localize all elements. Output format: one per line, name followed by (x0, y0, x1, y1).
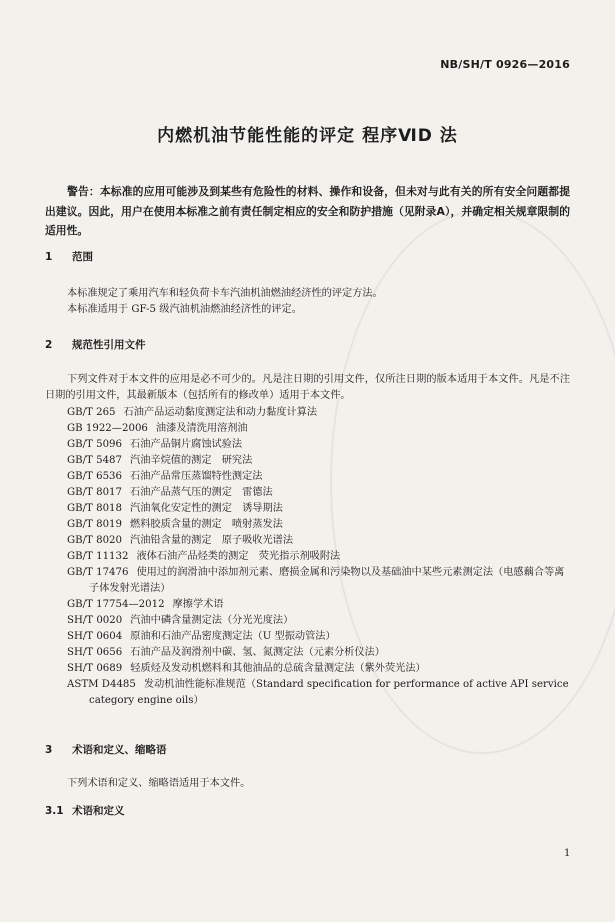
reference-list (45, 405, 570, 709)
paragraph: 本标准规定了乘用汽车和轻负荷卡车汽油机油燃油经济性的评定方法。 (67, 288, 383, 299)
reference-code: GB/T 17754—2012 (67, 599, 165, 610)
section-title: 术语和定义 (72, 805, 125, 817)
reference-title: 石油产品铜片腐蚀试验法 (130, 439, 243, 450)
reference-item (67, 453, 570, 469)
reference-item (67, 437, 570, 453)
reference-title: 汽油辛烷值的测定 研究法 (130, 455, 253, 466)
section-1-heading (45, 249, 93, 264)
page-number: 1 (564, 848, 571, 859)
reference-code: SH/T 0689 (67, 663, 123, 674)
reference-title: 汽油铅含量的测定 原子吸收光谱法 (130, 535, 294, 546)
reference-item (67, 613, 570, 629)
reference-code: GB/T 8019 (67, 519, 123, 530)
section-title: 规范性引用文件 (72, 339, 146, 351)
reference-code: GB/T 8020 (67, 535, 123, 546)
reference-title: 摩擦学术语 (172, 599, 224, 610)
reference-item (67, 469, 570, 485)
reference-code: GB/T 17476 (67, 567, 129, 578)
reference-title: 发动机油性能标准规范（Standard specification for performance of active API service category engine oils） (89, 679, 569, 706)
reference-item (67, 501, 570, 517)
reference-item (67, 533, 570, 549)
section-title: 范围 (72, 251, 93, 263)
reference-code: ASTM D4485 (67, 679, 136, 690)
reference-item (67, 565, 570, 597)
reference-code: GB/T 5096 (67, 439, 123, 450)
paragraph: 下列术语和定义、缩略语适用于本文件。 (67, 778, 251, 789)
section-1-body (45, 286, 570, 318)
paragraph: 本标准适用于 GF-5 级汽油机油燃油经济性的评定。 (67, 304, 302, 315)
document-title: 内燃机油节能性能的评定 程序ⅥD 法 (157, 126, 458, 146)
reference-code: GB/T 8018 (67, 503, 123, 514)
section-2-heading (45, 337, 146, 352)
reference-code: GB/T 5487 (67, 455, 123, 466)
reference-item (67, 661, 570, 677)
reference-item (67, 677, 570, 709)
section-3-heading (45, 742, 167, 757)
section-number: 3 (45, 744, 53, 756)
reference-title: 油漆及清洗用溶剂油 (155, 423, 248, 434)
reference-title: 汽油中磷含量测定法（分光光度法） (130, 615, 294, 626)
reference-title: 液体石油产品烃类的测定 荧光指示剂吸附法 (136, 551, 341, 562)
reference-item (67, 645, 570, 661)
section-number: 3.1 (45, 805, 64, 817)
reference-item (67, 549, 570, 565)
section-3-intro (45, 776, 570, 792)
reference-item (67, 405, 570, 421)
reference-code: SH/T 0656 (67, 647, 123, 658)
reference-code: SH/T 0604 (67, 631, 123, 642)
reference-title: 石油产品及润滑剂中碳、氢、氮测定法（元素分析仪法） (130, 647, 385, 658)
reference-code: GB 1922—2006 (67, 423, 148, 434)
reference-item (67, 421, 570, 437)
reference-title: 石油产品常压蒸馏特性测定法 (130, 471, 263, 482)
reference-title: 原油和石油产品密度测定法（U 型振动管法） (130, 631, 336, 642)
reference-item (67, 485, 570, 501)
reference-code: GB/T 6536 (67, 471, 123, 482)
reference-title: 使用过的润滑油中添加剂元素、磨损金属和污染物以及基础油中某些元素测定法（电感藕合等离子体发射光谱法） (89, 567, 565, 594)
reference-title: 石油产品蒸气压的测定 雷德法 (130, 487, 273, 498)
section-number: 1 (45, 251, 53, 263)
reference-title: 轻质烃及发动机燃料和其他油品的总硫含量测定法（紫外荧光法） (130, 663, 426, 674)
section-2-intro (45, 372, 570, 404)
reference-item (67, 629, 570, 645)
reference-code: SH/T 0020 (67, 615, 123, 626)
reference-title: 汽油氧化安定性的测定 诱导期法 (130, 503, 283, 514)
reference-code: GB/T 265 (67, 407, 116, 418)
reference-item (67, 517, 570, 533)
reference-title: 石油产品运动黏度测定法和动力黏度计算法 (123, 407, 318, 418)
standard-number: NB/SH/T 0926—2016 (440, 58, 570, 71)
reference-item (67, 597, 570, 613)
reference-code: GB/T 8017 (67, 487, 123, 498)
reference-title: 燃料胶质含量的测定 喷射蒸发法 (130, 519, 283, 530)
warning-paragraph: 警告：本标准的应用可能涉及到某些有危险性的材料、操作和设备，但未对与此有关的所有安全问题都提出建议。因此，用户在使用本标准之前有责任制定相应的安全和防护措施（见附录A），并确定相关规章限制的适用性。 (45, 185, 570, 237)
reference-code: GB/T 11132 (67, 551, 129, 562)
paragraph: 下列文件对于本文件的应用是必不可少的。凡是注日期的引用文件，仅所注日期的版本适用于本文件。凡是不注日期的引用文件，其最新版本（包括所有的修改单）适用于本文件。 (45, 374, 570, 401)
section-title: 术语和定义、缩略语 (72, 744, 167, 756)
section-3-1-heading (45, 803, 125, 818)
section-number: 2 (45, 339, 53, 351)
